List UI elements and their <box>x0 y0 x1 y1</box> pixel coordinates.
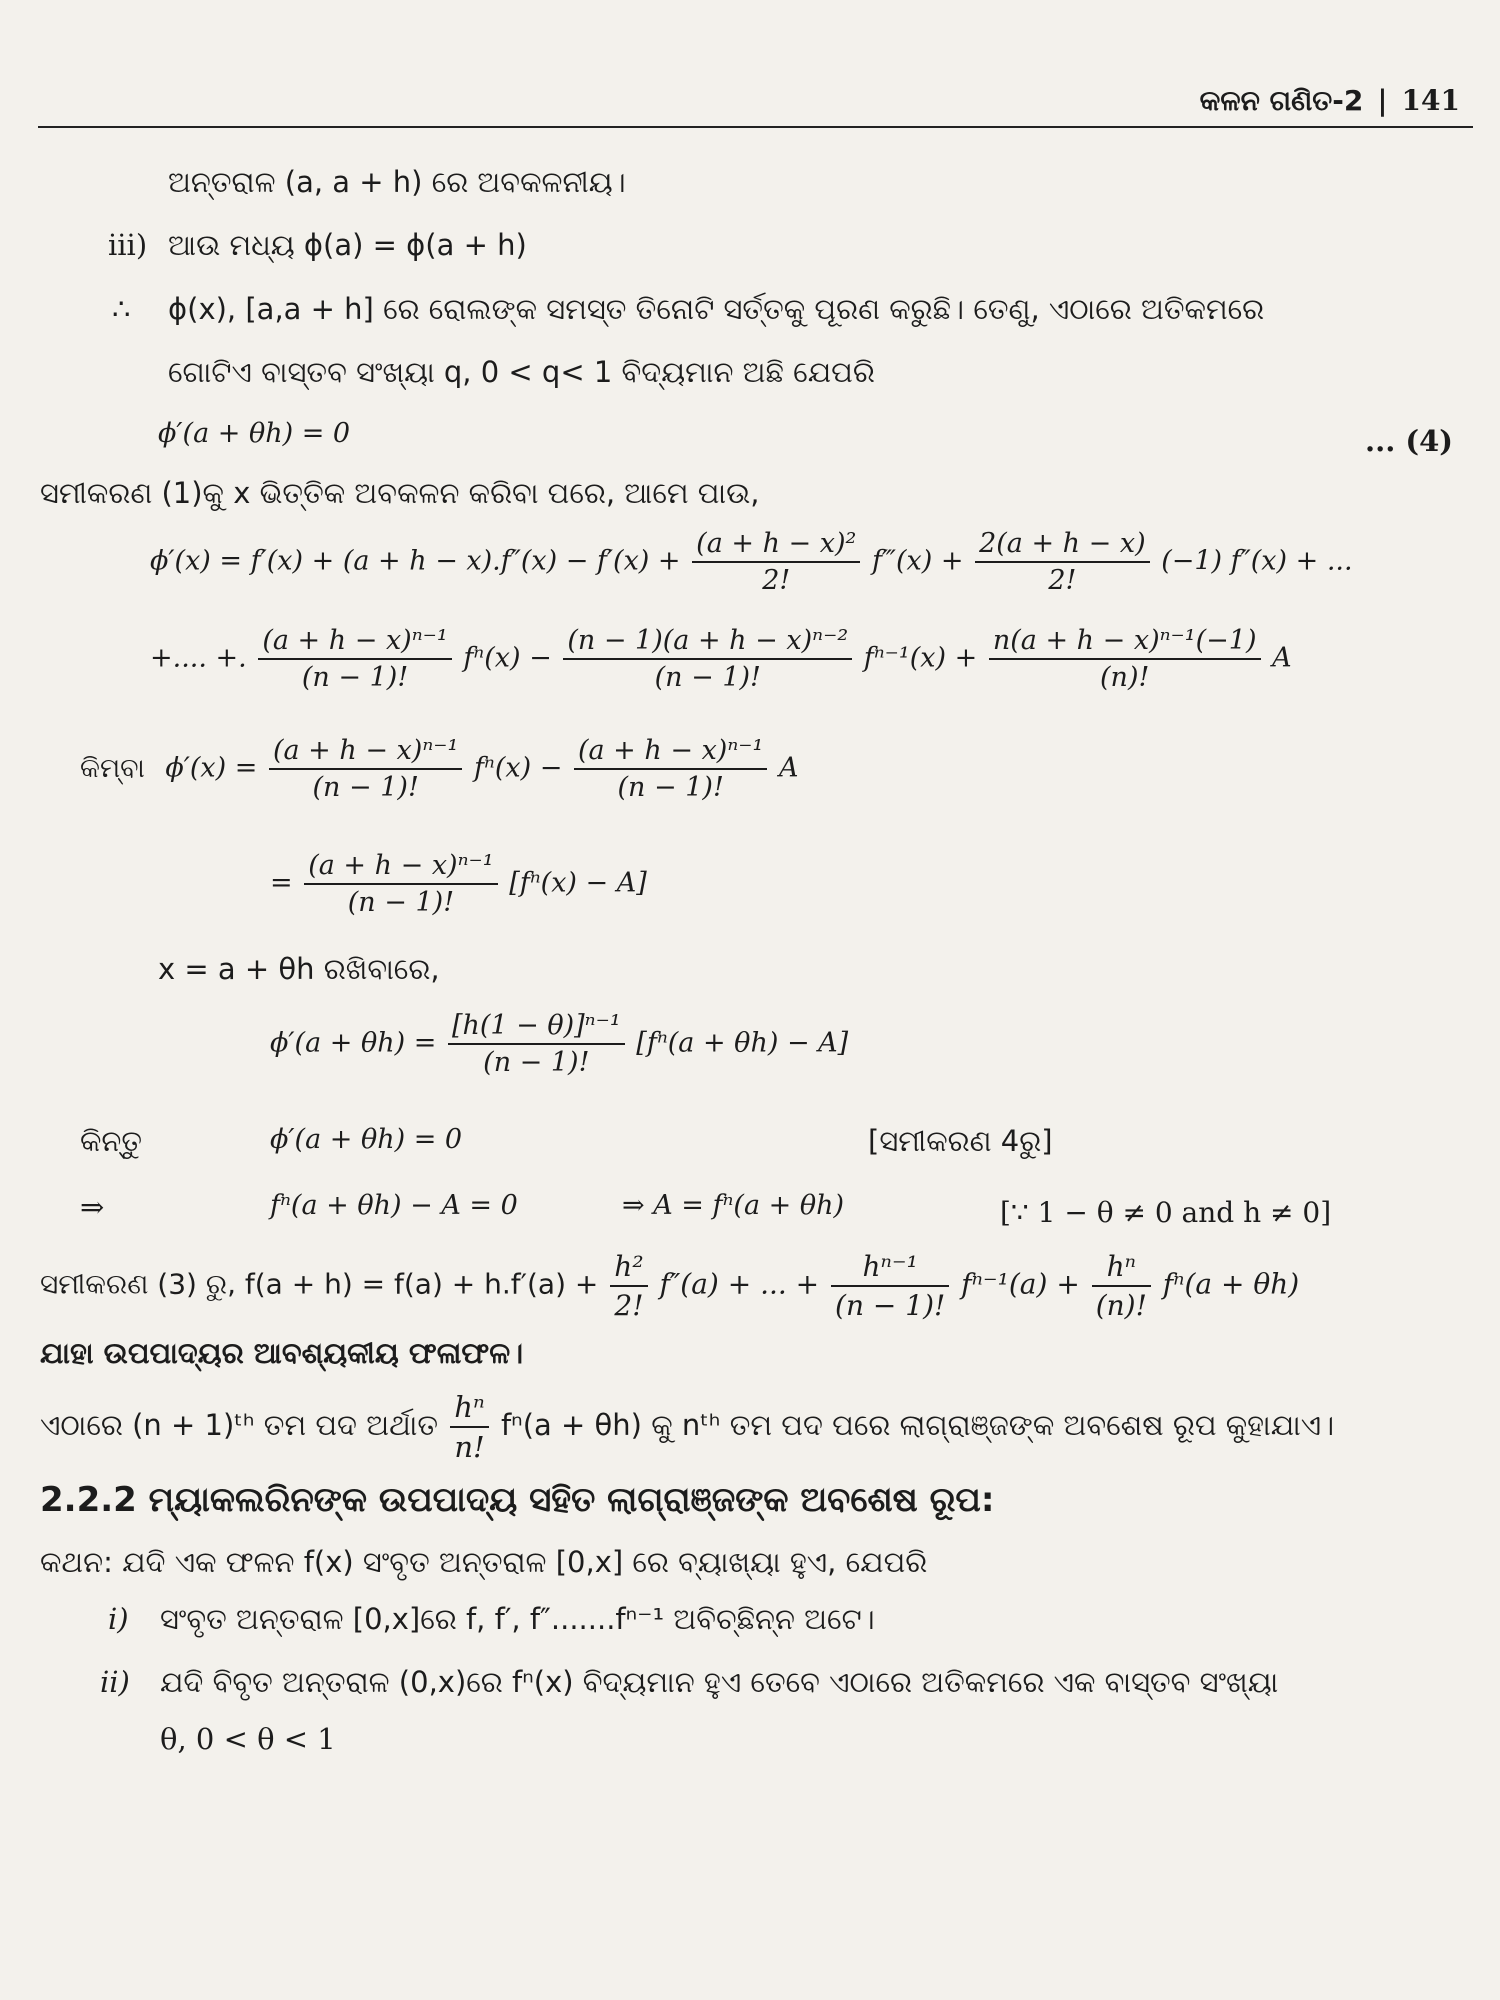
eq2-part3: fⁿ⁻¹(x) + <box>863 642 978 674</box>
eq7-num1: hⁿ <box>450 1390 488 1428</box>
eq1-part2: f‴(x) + <box>871 545 964 577</box>
eq3-num1: (a + h − x)ⁿ⁻¹ <box>269 735 462 770</box>
equation-ref-4: ... (4) <box>1365 424 1454 458</box>
equation-phi-zero-again: ϕ′(a + θh) = 0 <box>270 1124 463 1155</box>
equation-a-value: ⇒ A = fⁿ(a + θh) <box>622 1190 845 1221</box>
eq6-num3: hⁿ <box>1092 1250 1151 1287</box>
eq1-fraction2 <box>975 528 1150 596</box>
eq2-den3: (n)! <box>1100 662 1150 693</box>
page-number: 141 <box>1401 84 1460 117</box>
eq3-fraction2 <box>574 735 767 803</box>
line-required-result: ଯାହା ଉପପାଦ୍ୟର ଆବଶ୍ୟକୀୟ ଫଳାଫଳ। <box>40 1336 524 1370</box>
eq1-num2: 2(a + h − x) <box>975 528 1150 563</box>
eq6-part2: f″(a) + ... + <box>659 1267 820 1301</box>
book-title: କଳନ ଗଣିତ-2 <box>1199 84 1364 117</box>
header-rule <box>38 126 1473 128</box>
equation-taylor-lagrange <box>40 1250 1299 1322</box>
implies-arrow: ⇒ <box>80 1190 105 1224</box>
eq5-part2: [fⁿ(a + θh) − A] <box>636 1027 849 1059</box>
eq6-fraction3 <box>1092 1250 1151 1322</box>
equation-phi-prime-zero: ϕ′(a + θh) = 0 <box>158 418 351 449</box>
line-putting-x: x = a + θh ରଖିବାରେ, <box>158 952 440 986</box>
item-label-ii: ii) <box>100 1665 130 1699</box>
eq2-num3: n(a + h − x)ⁿ⁻¹(−1) <box>989 625 1261 660</box>
equation-condition: [∵ 1 − θ ≠ 0 and h ≠ 0] <box>1000 1196 1332 1229</box>
equation-expansion-continued <box>150 625 1292 693</box>
eq4-fraction1 <box>304 850 497 918</box>
running-header <box>1200 84 1460 118</box>
eq1-part1: ϕ′(x) = f′(x) + (a + h − x).f″(x) − f′(x) + <box>150 545 681 577</box>
equation-ref-from-4: [ସମୀକରଣ 4ରୁ] <box>868 1124 1053 1158</box>
therefore-symbol: ∴ <box>112 292 131 326</box>
eq6-den2: (n − 1)! <box>835 1289 946 1322</box>
eq5-den1: (n − 1)! <box>483 1047 590 1078</box>
line-statement: କଥନ: ଯଦି ଏକ ଫଳନ f(x) ସଂବୃତ ଅନ୍ତରାଳ [0,x] ରେ ବ୍ୟାଖ୍ୟା ହୁଏ, ଯେପରି <box>40 1545 928 1579</box>
eq2-fraction2 <box>563 625 852 693</box>
eq4-part2: [fⁿ(x) − A] <box>509 867 647 899</box>
eq2-den1: (n − 1)! <box>301 662 409 693</box>
eq5-fraction1 <box>448 1010 625 1078</box>
line-existence-condition: ଯଦି ବିବୃତ ଅନ୍ତରାଳ (0,x)ରେ fⁿ(x) ବିଦ୍ୟମାନ ହୁଏ ତେବେ ଏଠାରେ ଅତିକମରେ ଏକ ବାସ୍ତବ ସଂଖ୍ୟା <box>160 1665 1279 1699</box>
eq6-den1: 2! <box>614 1289 644 1322</box>
eq3-part1: ϕ′(x) = <box>165 752 258 784</box>
equation-factored <box>270 850 647 918</box>
eq1-part3: (−1) f″(x) + ... <box>1161 545 1353 577</box>
eq1-num1: (a + h − x)² <box>692 528 860 563</box>
eq2-num2: (n − 1)(a + h − x)ⁿ⁻² <box>563 625 852 660</box>
eq3-num2: (a + h − x)ⁿ⁻¹ <box>574 735 767 770</box>
eq5-num1: [h(1 − θ)]ⁿ⁻¹ <box>448 1010 625 1045</box>
eq2-part1: +.... +. <box>150 642 247 674</box>
eq3-den2: (n − 1)! <box>617 772 724 803</box>
eq2-fraction1 <box>258 625 451 693</box>
label-or: କିମ୍ବା <box>80 752 145 784</box>
eq1-fraction1 <box>692 528 860 596</box>
eq6-den3: (n)! <box>1095 1289 1147 1322</box>
eq6-part4: fⁿ(a + θh) <box>1162 1267 1300 1301</box>
eq7-den1: n! <box>454 1430 485 1464</box>
eq6-num2: hⁿ⁻¹ <box>831 1250 949 1287</box>
eq2-part2: fⁿ(x) − <box>463 642 552 674</box>
eq7-fraction1 <box>450 1390 488 1464</box>
eq4-num1: (a + h − x)ⁿ⁻¹ <box>304 850 497 885</box>
eq6-part1: ସମୀକରଣ (3) ରୁ, f(a + h) = f(a) + h.f′(a) + <box>40 1267 599 1301</box>
eq2-fraction3 <box>989 625 1261 693</box>
eq4-part1: = <box>270 867 293 899</box>
eq5-part1: ϕ′(a + θh) = <box>270 1027 437 1059</box>
eq2-den2: (n − 1)! <box>654 662 761 693</box>
line-continuity-condition: ସଂବୃତ ଅନ୍ତରାଳ [0,x]ରେ f, f′, f″.......fⁿ⁻¹ ଅବିଚ୍ଛିନ୍ନ ଅଟେ। <box>160 1602 875 1636</box>
eq3-part2: fⁿ(x) − <box>473 752 563 784</box>
eq1-den2: 2! <box>1048 565 1077 596</box>
eq2-part4: A <box>1272 642 1292 674</box>
eq3-den1: (n − 1)! <box>312 772 419 803</box>
line-rolle-conditions: ϕ(x), [a,a + h] ରେ ରୋଲଙ୍କ ସମସ୍ତ ତିନୋଟି ସର୍ତ୍ତକୁ ପୂରଣ କରୁଛି। ତେଣୁ, ଏଠାରେ ଅତିକମରେ <box>168 292 1265 326</box>
eq7-part2: fⁿ(a + θh) କୁ nᵗʰ ତମ ପଦ ପରେ ଲାଗ୍ରାଞ୍ଜଙ୍କ ଅବଶେଷ ରୂପ କୁହାଯାଏ। <box>500 1408 1335 1442</box>
line-interval-differentiable: ଅନ୍ତରାଳ (a, a + h) ରେ ଅବକଳନୀୟ। <box>168 165 626 199</box>
header-separator: | <box>1377 84 1388 117</box>
eq7-part1: ଏଠାରେ (n + 1)ᵗʰ ତମ ପଦ ଅର୍ଥାତ <box>40 1408 439 1442</box>
line-lagrange-remainder <box>40 1390 1334 1464</box>
eq6-part3: fⁿ⁻¹(a) + <box>961 1267 1080 1301</box>
eq6-num1: h² <box>610 1250 647 1287</box>
item-label-i: i) <box>108 1602 129 1636</box>
equation-or-simplified <box>80 735 798 803</box>
section-heading: 2.2.2 ମ୍ୟାକଲରିନଙ୍କ ଉପପାଦ୍ୟ ସହିତ ଲାଗ୍ରାଞ୍ଜଙ୍କ ଅବଶେଷ ରୂପ: <box>40 1480 995 1520</box>
eq2-num1: (a + h − x)ⁿ⁻¹ <box>258 625 451 660</box>
label-but: କିନ୍ତୁ <box>80 1124 143 1158</box>
eq3-fraction1 <box>269 735 462 803</box>
line-differentiate-eq1: ସମୀକରଣ (1)କୁ x ଭିତ୍ତିକ ଅବକଳନ କରିବା ପରେ, ଆମେ ପାଉ, <box>40 476 760 510</box>
item-label-iii: iii) <box>108 228 148 262</box>
eq4-den1: (n − 1)! <box>347 887 455 918</box>
eq3-part3: A <box>778 752 799 784</box>
eq6-fraction1 <box>610 1250 647 1322</box>
equation-f-minus-a: fⁿ(a + θh) − A = 0 <box>270 1190 518 1221</box>
line-theta-range: θ, 0 < θ < 1 <box>160 1722 336 1756</box>
line-real-number-exists: ଗୋଟିଏ ବାସ୍ତବ ସଂଖ୍ୟା q, 0 < q< 1 ବିଦ୍ୟମାନ ଅଛି ଯେପରି <box>168 355 875 389</box>
line-phi-equal: ଆଉ ମଧ୍ୟ ϕ(a) = ϕ(a + h) <box>168 228 527 262</box>
equation-phi-at-theta <box>270 1010 848 1078</box>
equation-phi-derivative-expansion <box>150 528 1353 596</box>
eq1-den1: 2! <box>762 565 791 596</box>
eq6-fraction2 <box>831 1250 949 1322</box>
